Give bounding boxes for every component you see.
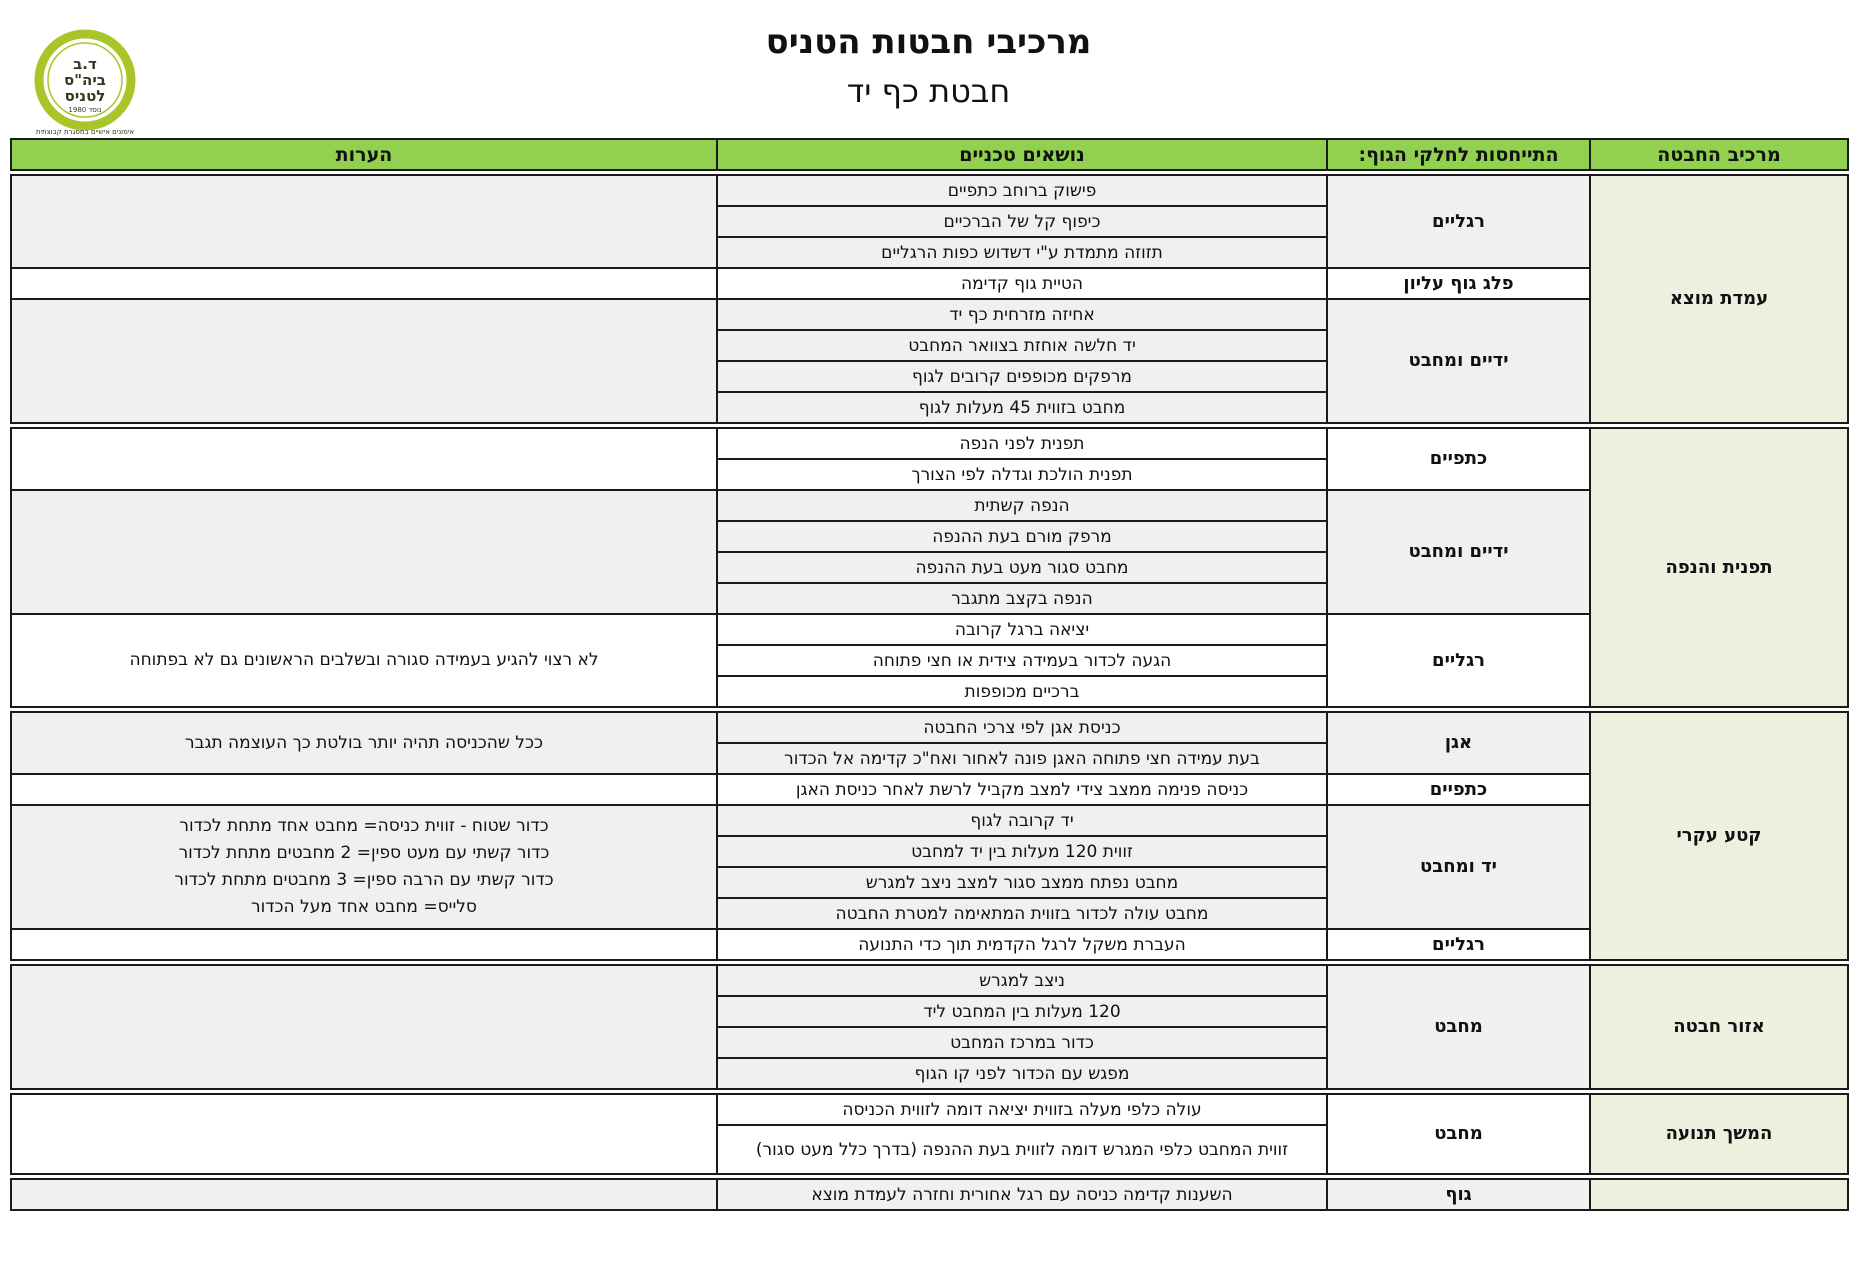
body-part-cell: יד ומחבט [1327,805,1590,929]
body-part-cell: ידיים ומחבט [1327,299,1590,423]
technical-cell: כדור במרכז המחבט [717,1027,1327,1058]
body-part-cell: גוף [1327,1179,1590,1210]
technical-cell: יד קרובה לגוף [717,805,1327,836]
technical-cell: אחיזה מזרחית כף יד [717,299,1327,330]
table-row [11,428,1848,459]
technique-table-container [12,138,1849,1211]
notes-cell [11,805,717,929]
header-notes: הערות [11,139,717,170]
body-part-cell: מחבט [1327,965,1590,1089]
table-row [11,299,1848,330]
table-header-row [11,139,1848,170]
table-row [11,929,1848,960]
table-row [11,175,1848,206]
body-part-cell: רגליים [1327,614,1590,707]
technical-cell: ברכיים מכופפות [717,676,1327,707]
technical-cell: מפגש עם הכדור לפני קו הגוף [717,1058,1327,1089]
body-part-cell: אגן [1327,712,1590,774]
logo-line2: ביה"ס [64,71,106,89]
technical-cell: מחבט בזווית 45 מעלות לגוף [717,392,1327,423]
note-line: כדור שטוח - זווית כניסה= מחבט אחד מתחת לכדור [179,816,549,836]
table-body [11,170,1848,1210]
technical-cell: יציאה ברגל קרובה [717,614,1327,645]
technical-cell: כניסת אגן לפי צרכי החבטה [717,712,1327,743]
technical-cell: העברת משקל לרגל הקדמית תוך כדי התנועה [717,929,1327,960]
body-part-cell: רגליים [1327,175,1590,268]
notes-cell [11,175,717,268]
technical-cell: תפנית הולכת וגדלה לפי הצורך [717,459,1327,490]
table-row [11,1094,1848,1125]
note-line: כדור קשתי עם מעט ספין= 2 מחבטים מתחת לכדור [178,843,550,863]
technical-cell: מחבט נפתח ממצב סגור למצב ניצב למגרש [717,867,1327,898]
technical-cell: פישוק ברוחב כתפיים [717,175,1327,206]
header-component: מרכיב החבטה [1590,139,1848,170]
component-cell [1590,1179,1848,1210]
body-part-cell: ידיים ומחבט [1327,490,1590,614]
technical-cell: השענות קדימה כניסה עם רגל אחורית וחזרה לעמדת מוצא [717,1179,1327,1210]
header-technical: נושאים טכניים [717,139,1327,170]
logo-year: נוסד 1980 [68,106,102,114]
component-cell: אזור חבטה [1590,965,1848,1089]
table-row [11,614,1848,645]
technique-table [10,138,1849,1211]
header-body-part: התייחסות לחלקי הגוף: [1327,139,1590,170]
component-cell: עמדת מוצא [1590,175,1848,423]
technical-cell: תזוזה מתמדת ע"י דשדוש כפות הרגליים [717,237,1327,268]
note-line: כדור קשתי עם הרבה ספין= 3 מחבטים מתחת לכדור [174,870,554,890]
body-part-cell: פלג גוף עליון [1327,268,1590,299]
component-cell: המשך תנועה [1590,1094,1848,1174]
technical-cell: הנפה קשתית [717,490,1327,521]
notes-cell [11,428,717,490]
technical-cell: מחבט סגור מעט בעת ההנפה [717,552,1327,583]
body-part-cell: כתפיים [1327,428,1590,490]
table-row [11,774,1848,805]
technical-cell: הנפה בקצב מתגבר [717,583,1327,614]
notes-cell [11,965,717,1089]
notes-cell [11,774,717,805]
technical-cell: תפנית לפני הנפה [717,428,1327,459]
table-row [11,490,1848,521]
component-cell: תפנית והנפה [1590,428,1848,707]
technical-cell: עולה כלפי מעלה בזווית יציאה דומה לזווית הכניסה [717,1094,1327,1125]
body-part-cell: מחבט [1327,1094,1590,1174]
table-row [11,1179,1848,1210]
notes-cell [11,1094,717,1174]
table-row [11,805,1848,836]
technical-cell: הטיית גוף קדימה [717,268,1327,299]
table-row [11,268,1848,299]
notes-cell [11,1179,717,1210]
page-title: מרכיבי חבטות הטניס [765,22,1092,62]
technical-cell: כיפוף קל של הברכיים [717,206,1327,237]
logo-line1: ד.ב [73,55,97,73]
table-row [11,965,1848,996]
logo-ring-text: אימונים אישיים במסגרת קבוצתית [35,128,135,136]
note-line: סלייס= מחבט אחד מעל הכדור [251,897,477,917]
body-part-cell: כתפיים [1327,774,1590,805]
notes-cell: לא רצוי להגיע בעמידה סגורה ובשלבים הראשונים גם לא בפתוחה [11,614,717,707]
technical-cell: בעת עמידה חצי פתוחה האגן פונה לאחור ואח"כ קדימה אל הכדור [717,743,1327,774]
technical-cell: יד חלשה אוחזת בצוואר המחבט [717,330,1327,361]
technical-cell: ניצב למגרש [717,965,1327,996]
component-cell: קטע עקרי [1590,712,1848,960]
technical-cell: 120 מעלות בין המחבט ליד [717,996,1327,1027]
logo-line3: לטניס [64,87,106,105]
notes-cell [11,929,717,960]
technical-cell: מרפק מורם בעת ההנפה [717,521,1327,552]
technical-cell: הגעה לכדור בעמידה צידית או חצי פתוחה [717,645,1327,676]
page-subtitle: חבטת כף יד [846,72,1011,110]
technical-cell: זווית המחבט כלפי המגרש דומה לזווית בעת ההנפה (בדרך כלל מעט סגור) [717,1125,1327,1174]
notes-cell [11,490,717,614]
technical-cell: מחבט עולה לכדור בזווית המתאימה למטרת החבטה [717,898,1327,929]
table-row [11,712,1848,743]
technical-cell: מרפקים מכופפים קרובים לגוף [717,361,1327,392]
notes-cell [11,299,717,423]
notes-cell [11,268,717,299]
technical-cell: זווית 120 מעלות בין יד למחבט [717,836,1327,867]
technical-cell: כניסה פנימה ממצב צידי למצב מקביל לרשת לאחר כניסת האגן [717,774,1327,805]
notes-cell: ככל שהכניסה תהיה יותר בולטת כך העוצמה תגבר [11,712,717,774]
body-part-cell: רגליים [1327,929,1590,960]
